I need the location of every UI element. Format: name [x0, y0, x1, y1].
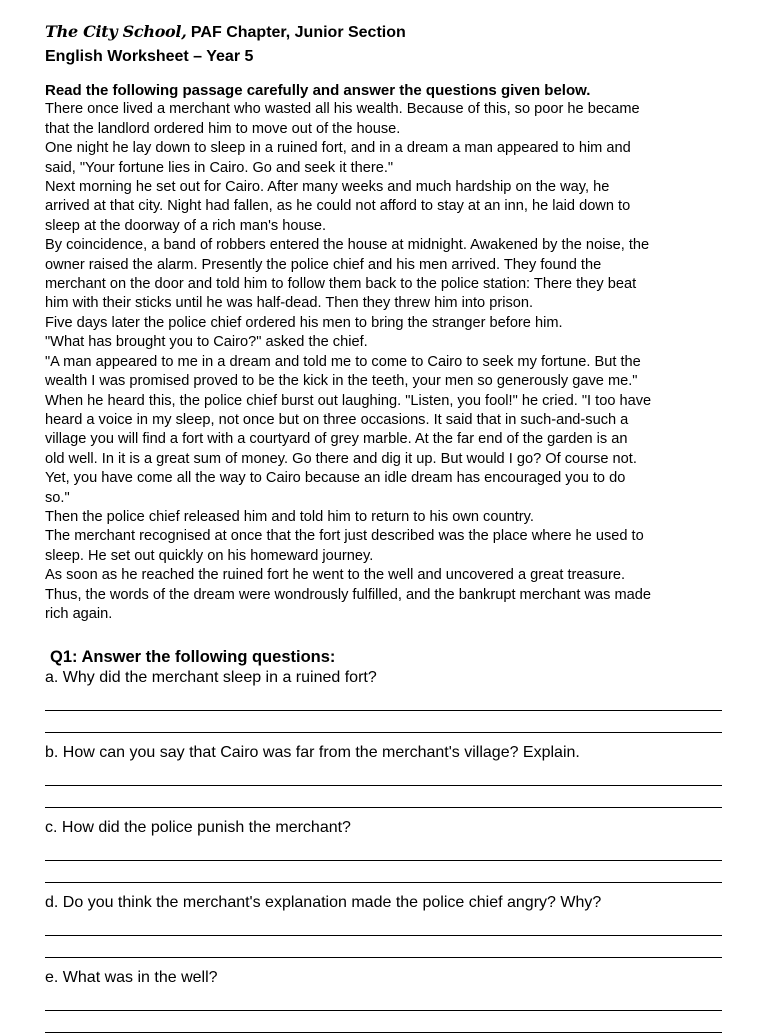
- question-text: e. What was in the well?: [45, 969, 218, 987]
- school-name: The City School,: [45, 22, 187, 41]
- question-d: [45, 893, 730, 958]
- question-text: b. How can you say that Cairo was far from the merchant's village? Explain.: [45, 744, 580, 762]
- answer-line[interactable]: [45, 709, 722, 711]
- spacer: [45, 733, 730, 743]
- passage-line: "A man appeared to me in a dream and told me to come to Cairo to seek my fortune. But the: [45, 353, 641, 370]
- passage-line: As soon as he reached the ruined fort he went to the well and uncovered a great treasure.: [45, 567, 626, 584]
- passage-line: merchant on the door and told him to follow them back to the police station: There they beat: [45, 276, 637, 293]
- passage-line: owner raised the alarm. Presently the police chief and his men arrived. They found the: [45, 256, 602, 273]
- passage-line: Yet, you have come all the way to Cairo because an idle dream has encouraged you to do: [45, 470, 626, 487]
- passage-line: When he heard this, the police chief burst out laughing. "Listen, you fool!" he cried. "I too have: [45, 392, 652, 409]
- worksheet-subtitle: English Worksheet – Year 5: [45, 48, 254, 65]
- passage-line: sleep. He set out quickly on his homeward journey.: [45, 547, 374, 564]
- passage-line: heard a voice in my sleep, not once but on three occasions. It said that in such-and-such a: [45, 411, 629, 428]
- passage-line: The merchant recognised at once that the fort just described was the place where he used to: [45, 528, 644, 545]
- question-e: [45, 968, 730, 1033]
- passage-line: old well. In it is a great sum of money. Go there and dig it up. But would I go? Of course not.: [45, 450, 637, 467]
- passage-line: Thus, the words of the dream were wondrously fulfilled, and the bankrupt merchant was made: [45, 586, 651, 603]
- spacer: [45, 808, 730, 818]
- answer-line[interactable]: [45, 1009, 722, 1011]
- questions-heading: Q1: Answer the following questions:: [50, 648, 336, 667]
- passage-line: arrived at that city. Night had fallen, as he could not afford to stay at an inn, he laid down to: [45, 198, 631, 215]
- question-text: d. Do you think the merchant's explanation made the police chief angry? Why?: [45, 894, 602, 912]
- question-a: [45, 668, 730, 733]
- question-c: [45, 818, 730, 883]
- worksheet-header: [45, 20, 730, 45]
- passage-line: By coincidence, a band of robbers entered the house at midnight. Awakened by the noise, the: [45, 237, 650, 254]
- question-text: a. Why did the merchant sleep in a ruined fort?: [45, 669, 377, 687]
- passage-line: Five days later the police chief ordered his men to bring the stranger before him.: [45, 314, 563, 331]
- passage-line: sleep at the doorway of a rich man's house.: [45, 217, 327, 234]
- answer-line[interactable]: [45, 859, 722, 861]
- passage-line: Next morning he set out for Cairo. After many weeks and much hardship on the way, he: [45, 179, 610, 196]
- question-b: [45, 743, 730, 808]
- passage-line: said, "Your fortune lies in Cairo. Go and seek it there.": [45, 159, 394, 176]
- passage-line: rich again.: [45, 605, 113, 622]
- reading-passage: [45, 100, 730, 624]
- question-text: c. How did the police punish the merchant?: [45, 819, 351, 837]
- worksheet-page: [45, 20, 730, 1033]
- spacer: [45, 883, 730, 893]
- passage-line: village you will find a fort with a courtyard of grey marble. At the far end of the garden is an: [45, 431, 628, 448]
- answer-line[interactable]: [45, 784, 722, 786]
- spacer: [45, 958, 730, 968]
- passage-line: him with their sticks until he was half-dead. Then they threw him into prison.: [45, 295, 534, 312]
- passage-line: Then the police chief released him and told him to return to his own country.: [45, 508, 534, 525]
- passage-line: One night he lay down to sleep in a ruined fort, and in a dream a man appeared to him and: [45, 140, 631, 157]
- passage-line: "What has brought you to Cairo?" asked the chief.: [45, 334, 368, 351]
- passage-line: so.": [45, 489, 70, 506]
- passage-line: that the landlord ordered him to move out of the house.: [45, 120, 401, 137]
- passage-line: wealth I was promised proved to be the kick in the teeth, your men so generously gave me.": [45, 373, 638, 390]
- reading-instruction: Read the following passage carefully and answer the questions given below.: [45, 82, 591, 99]
- chapter-name: PAF Chapter, Junior Section: [186, 24, 406, 41]
- answer-line[interactable]: [45, 934, 722, 936]
- passage-line: There once lived a merchant who wasted all his wealth. Because of this, so poor he became: [45, 101, 640, 118]
